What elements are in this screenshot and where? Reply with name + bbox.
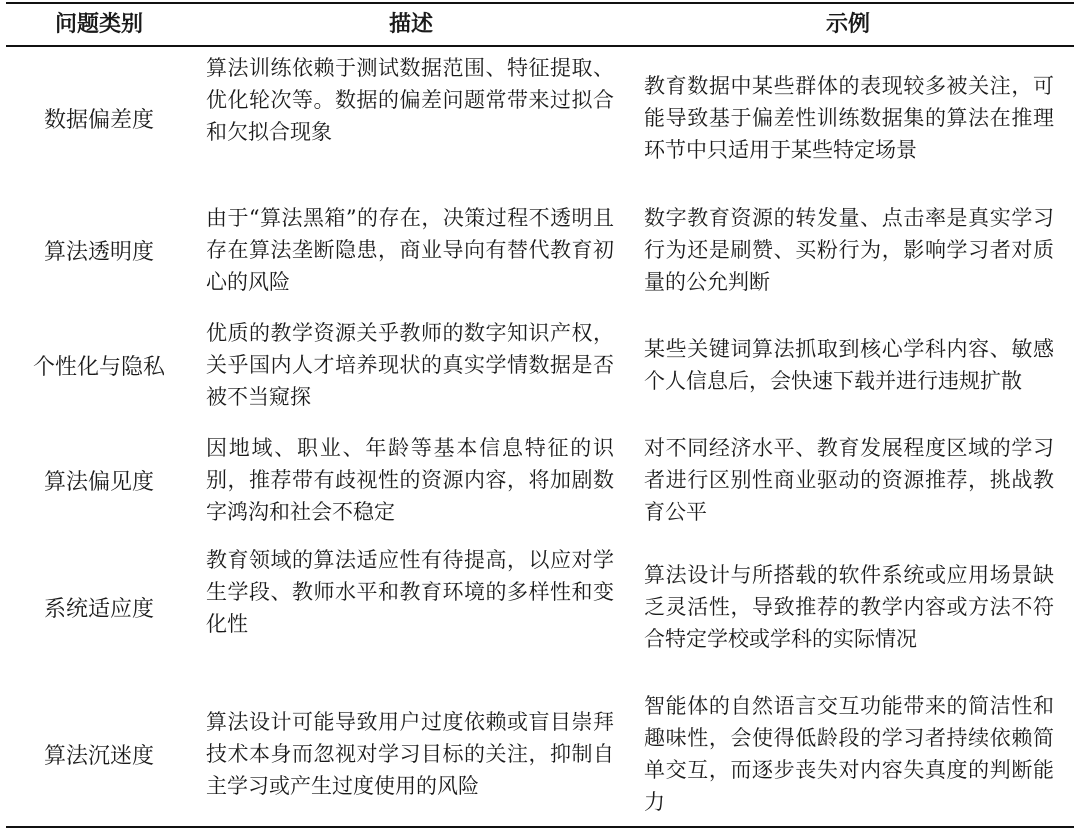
- row-category: 算法透明度: [43, 239, 154, 265]
- table-row: [6, 686, 1074, 822]
- table-header: [6, 4, 1074, 45]
- row-example: 对不同经济水平、教育发展程度区域的学习者进行区别性商业驱动的资源推荐，挑战教育公平: [644, 436, 1054, 524]
- table-row: [6, 50, 1074, 186]
- table-row: [6, 313, 1074, 417]
- row-example: 算法设计与所搭载的软件系统或应用场景缺乏灵活性，导致推荐的教学内容或方法不符合特定学校或学科的实际情况: [644, 563, 1054, 651]
- table-row: [6, 428, 1074, 532]
- row-description: 由于“算法黑箱”的存在，决策过程不透明且存在算法垄断隐患，商业导向有替代教育初心的风险: [206, 206, 614, 294]
- row-category: 个性化与隐私: [32, 354, 165, 380]
- header-description: 描述: [388, 12, 433, 37]
- row-description: 优质的教学资源关乎教师的数字知识产权，关乎国内人才培养现状的真实学情数据是否被不当窥探: [206, 321, 614, 409]
- row-category: 算法沉迷度: [43, 743, 154, 769]
- row-description: 算法设计可能导致用户过度依赖或盲目崇拜技术本身而忽视对学习目标的关注，抑制自主学习或产生过度使用的风险: [206, 710, 614, 798]
- row-category: 系统适应度: [43, 596, 154, 622]
- bottom-rule: [6, 826, 1074, 828]
- row-example: 某些关键词算法抓取到核心学科内容、敏感个人信息后，会快速下载并进行违规扩散: [644, 337, 1054, 393]
- row-category: 数据偏差度: [43, 107, 154, 133]
- row-example: 教育数据中某些群体的表现较多被关注，可能导致基于偏差性训练数据集的算法在推理环节中只适用于某些特定场景: [644, 74, 1054, 162]
- header-rule: [6, 45, 1074, 47]
- issues-table: [6, 0, 1074, 830]
- row-description: 因地域、职业、年龄等基本信息特征的识别，推荐带有歧视性的资源内容，将加剧数字鸿沟和社会不稳定: [206, 436, 614, 524]
- header-category: 问题类别: [54, 12, 143, 37]
- row-description: 算法训练依赖于测试数据范围、特征提取、优化轮次等。数据的偏差问题常带来过拟合和欠拟合现象: [206, 56, 614, 144]
- table-row: [6, 542, 1074, 672]
- row-example: 数字教育资源的转发量、点击率是真实学习行为还是刷赞、买粉行为，影响学习者对质量的公允判断: [644, 206, 1054, 294]
- row-description: 教育领域的算法适应性有待提高，以应对学生学段、教师水平和教育环境的多样性和变化性: [206, 548, 614, 636]
- row-category: 算法偏见度: [43, 469, 154, 495]
- row-example: 智能体的自然语言交互功能带来的简洁性和趣味性，会使得低龄段的学习者持续依赖简单交互，而逐步丧失对内容失真度的判断能力: [644, 694, 1054, 814]
- header-example: 示例: [825, 12, 870, 37]
- table-row: [6, 198, 1074, 302]
